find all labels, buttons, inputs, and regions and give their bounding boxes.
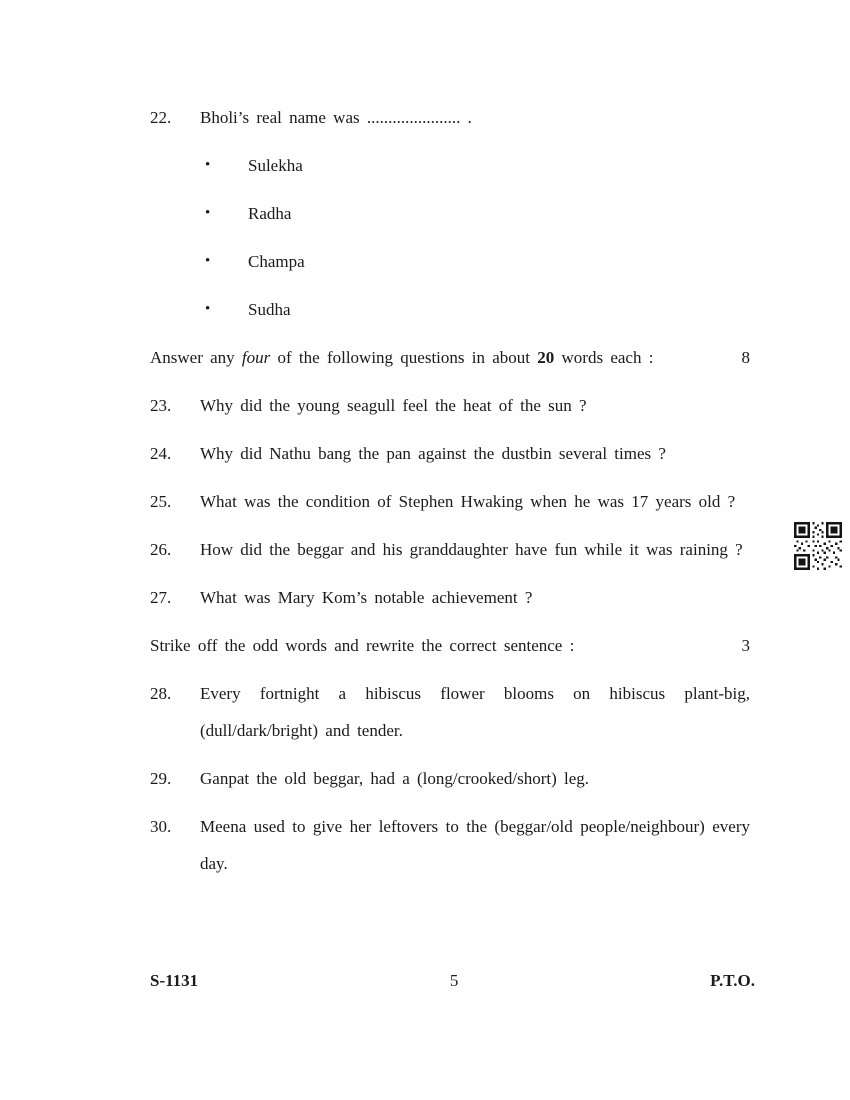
question-number: 26. [150, 540, 172, 559]
question-number: 28. [150, 684, 172, 703]
question-text: Meena used to give her leftovers to the (beggar/old people/neighbour) every day. [200, 817, 750, 873]
question-23 [150, 387, 750, 424]
question-number: 27. [150, 588, 172, 607]
question-number: 23. [150, 396, 172, 415]
question-text: How did the beggar and his granddaughter have fun while it was raining ? [200, 540, 743, 559]
footer-paper-code: S-1131 [150, 971, 199, 990]
option-sulekha [150, 147, 750, 184]
question-text: What was Mary Kom’s notable achievement ? [200, 588, 533, 607]
instruction-strike-off [150, 627, 750, 664]
page-content [150, 99, 750, 893]
italic-word: four [241, 348, 271, 367]
option-champa [150, 243, 750, 280]
footer-pto: P.T.O. [710, 971, 755, 990]
question-text: What was the condition of Stephen Hwaking when he was 17 years old ? [200, 492, 736, 511]
option-label: Radha [248, 204, 292, 223]
question-text: Every fortnight a hibiscus flower blooms on hibiscus plant-big, (dull/dark/bright) and tender. [200, 684, 750, 740]
question-number: 30. [150, 817, 172, 836]
bold-word-count: 20 [537, 348, 555, 367]
page-footer [150, 962, 755, 999]
bullet-icon: • [205, 253, 211, 269]
question-29 [150, 760, 750, 797]
question-number: 24. [150, 444, 172, 463]
bullet-icon: • [205, 205, 211, 221]
option-label: Sudha [248, 300, 291, 319]
marks-value: 8 [741, 348, 750, 367]
instruction-text: Answer any four of the following questions in about 20 words each : [150, 348, 654, 367]
option-radha [150, 195, 750, 232]
question-number: 22. [150, 108, 172, 127]
question-22 [150, 99, 750, 136]
marks-value: 3 [741, 636, 750, 655]
question-26 [150, 531, 750, 568]
question-number: 29. [150, 769, 172, 788]
footer-page-number: 5 [449, 971, 459, 990]
bullet-icon: • [205, 157, 211, 173]
question-28 [150, 675, 750, 749]
question-text: Ganpat the old beggar, had a (long/crooked/short) leg. [200, 769, 590, 788]
qr-code-image [794, 522, 842, 570]
question-27 [150, 579, 750, 616]
question-text: Why did Nathu bang the pan against the dustbin several times ? [200, 444, 666, 463]
question-30 [150, 808, 750, 882]
question-24 [150, 435, 750, 472]
instruction-text: Strike off the odd words and rewrite the correct sentence : [150, 636, 575, 655]
option-label: Sulekha [248, 156, 303, 175]
question-text: Why did the young seagull feel the heat of the sun ? [200, 396, 587, 415]
question-number: 25. [150, 492, 172, 511]
question-25 [150, 483, 750, 520]
qr-code [794, 522, 842, 570]
question-text: Bholi’s real name was ...................... . [200, 108, 472, 127]
option-sudha [150, 291, 750, 328]
bullet-icon: • [205, 301, 211, 317]
instruction-answer-any-four [150, 339, 750, 376]
option-label: Champa [248, 252, 305, 271]
